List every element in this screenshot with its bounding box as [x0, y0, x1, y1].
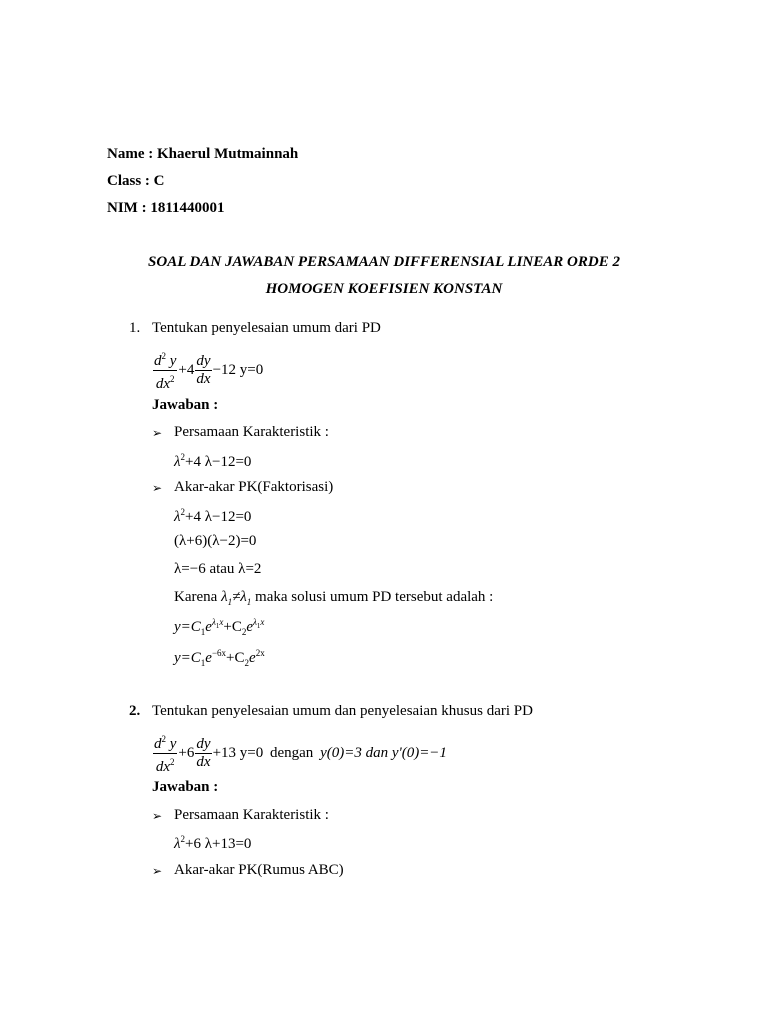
- arrow-bullet-icon: ➢: [152, 481, 163, 495]
- student-nim: NIM : 1811440001: [107, 200, 225, 216]
- q2-conditions: y(0)=3 dan y'(0)=−1: [320, 744, 447, 761]
- q1-equation: [152, 348, 263, 393]
- q1-lambda-compare: $\lambda_1\ne\lambda_1$: [221, 589, 252, 607]
- q1-solution1: $y=C_1e^{\lambda_1x}+C_2e^{\lambda_1x}$: [174, 617, 265, 637]
- q1-sol1-c1: y=C: [174, 619, 201, 635]
- q1-number: 1.: [129, 320, 141, 336]
- q1-sol2-exp2: 2x: [255, 648, 265, 658]
- q2-bullet2-text: Akar-akar PK(Rumus ABC): [174, 862, 344, 878]
- student-class: Class : C: [107, 173, 165, 189]
- q1-since-prefix: Karena: [174, 589, 218, 605]
- q1-char-eq-rest: +4 λ−12=0: [185, 454, 252, 470]
- q1-frac-dy: $\frac{dy}{dx}$: [196, 353, 211, 387]
- q1-since-line: [174, 589, 493, 607]
- q1-char-eq: $\lambda^2+4$ λ−12=0: [174, 452, 252, 470]
- q2-eq-plus6: +6: [178, 744, 195, 761]
- q2-frac-dy: $\frac{dy}{dx}$: [196, 736, 211, 770]
- q1-sol2-c2: +C: [226, 650, 245, 666]
- document-title-line1: SOAL DAN JAWABAN PERSAMAAN DIFFERENSIAL LINEAR ORDE 2: [148, 254, 620, 270]
- q2-eq-rest: +13 y=0: [212, 744, 264, 761]
- q1-since-suffix: maka solusi umum PD tersebut adalah :: [255, 589, 494, 605]
- q2-number: 2.: [129, 703, 141, 719]
- q1-step1: $\lambda^2+4$ λ−12=0: [174, 507, 252, 525]
- q1-sol2-exp1: −6x: [211, 648, 227, 658]
- q1-step3: λ=−6 atau λ=2: [174, 561, 262, 577]
- q1-solution2: $y=C_1e^{-6x}+C_2e^{2x}$: [174, 648, 265, 668]
- q2-dengan: dengan: [269, 744, 314, 761]
- q1-bullet2-text: Akar-akar PK(Faktorisasi): [174, 479, 334, 495]
- q2-frac-d2y: $\frac{d^2 y}{dx^2}$: [153, 731, 177, 776]
- q2-question: Tentukan penyelesaian umum dan penyelesaian khusus dari PD: [152, 703, 533, 719]
- q2-answer-label: Jawaban :: [152, 779, 219, 795]
- q1-question: Tentukan penyelesaian umum dari PD: [152, 320, 381, 336]
- q1-eq-plus4: +4: [178, 361, 195, 378]
- q1-eq-rest: −12 y=0: [212, 361, 264, 378]
- q1-answer-label: Jawaban :: [152, 397, 219, 413]
- arrow-bullet-icon: ➢: [152, 864, 163, 878]
- arrow-bullet-icon: ➢: [152, 809, 163, 823]
- q1-step2: (λ+6)(λ−2)=0: [174, 533, 257, 549]
- q1-step1-rest: +4 λ−12=0: [185, 509, 252, 525]
- arrow-bullet-icon: ➢: [152, 426, 163, 440]
- q1-sol1-c2: +C: [223, 619, 242, 635]
- q2-equation: [152, 731, 447, 776]
- document-title-line2: HOMOGEN KOEFISIEN KONSTAN: [265, 281, 503, 297]
- q2-bullet1-text: Persamaan Karakteristik :: [174, 807, 329, 823]
- q2-char-eq-rest: +6 λ+13=0: [185, 836, 252, 852]
- q2-char-eq: $\lambda^2+6$ λ+13=0: [174, 834, 252, 852]
- q1-sol2-c1: y=C: [174, 650, 201, 666]
- student-name: Name : Khaerul Mutmainnah: [107, 146, 299, 162]
- q1-bullet1-text: Persamaan Karakteristik :: [174, 424, 329, 440]
- q1-frac-d2y: $\frac{d^2 y}{dx^2}$: [153, 348, 177, 393]
